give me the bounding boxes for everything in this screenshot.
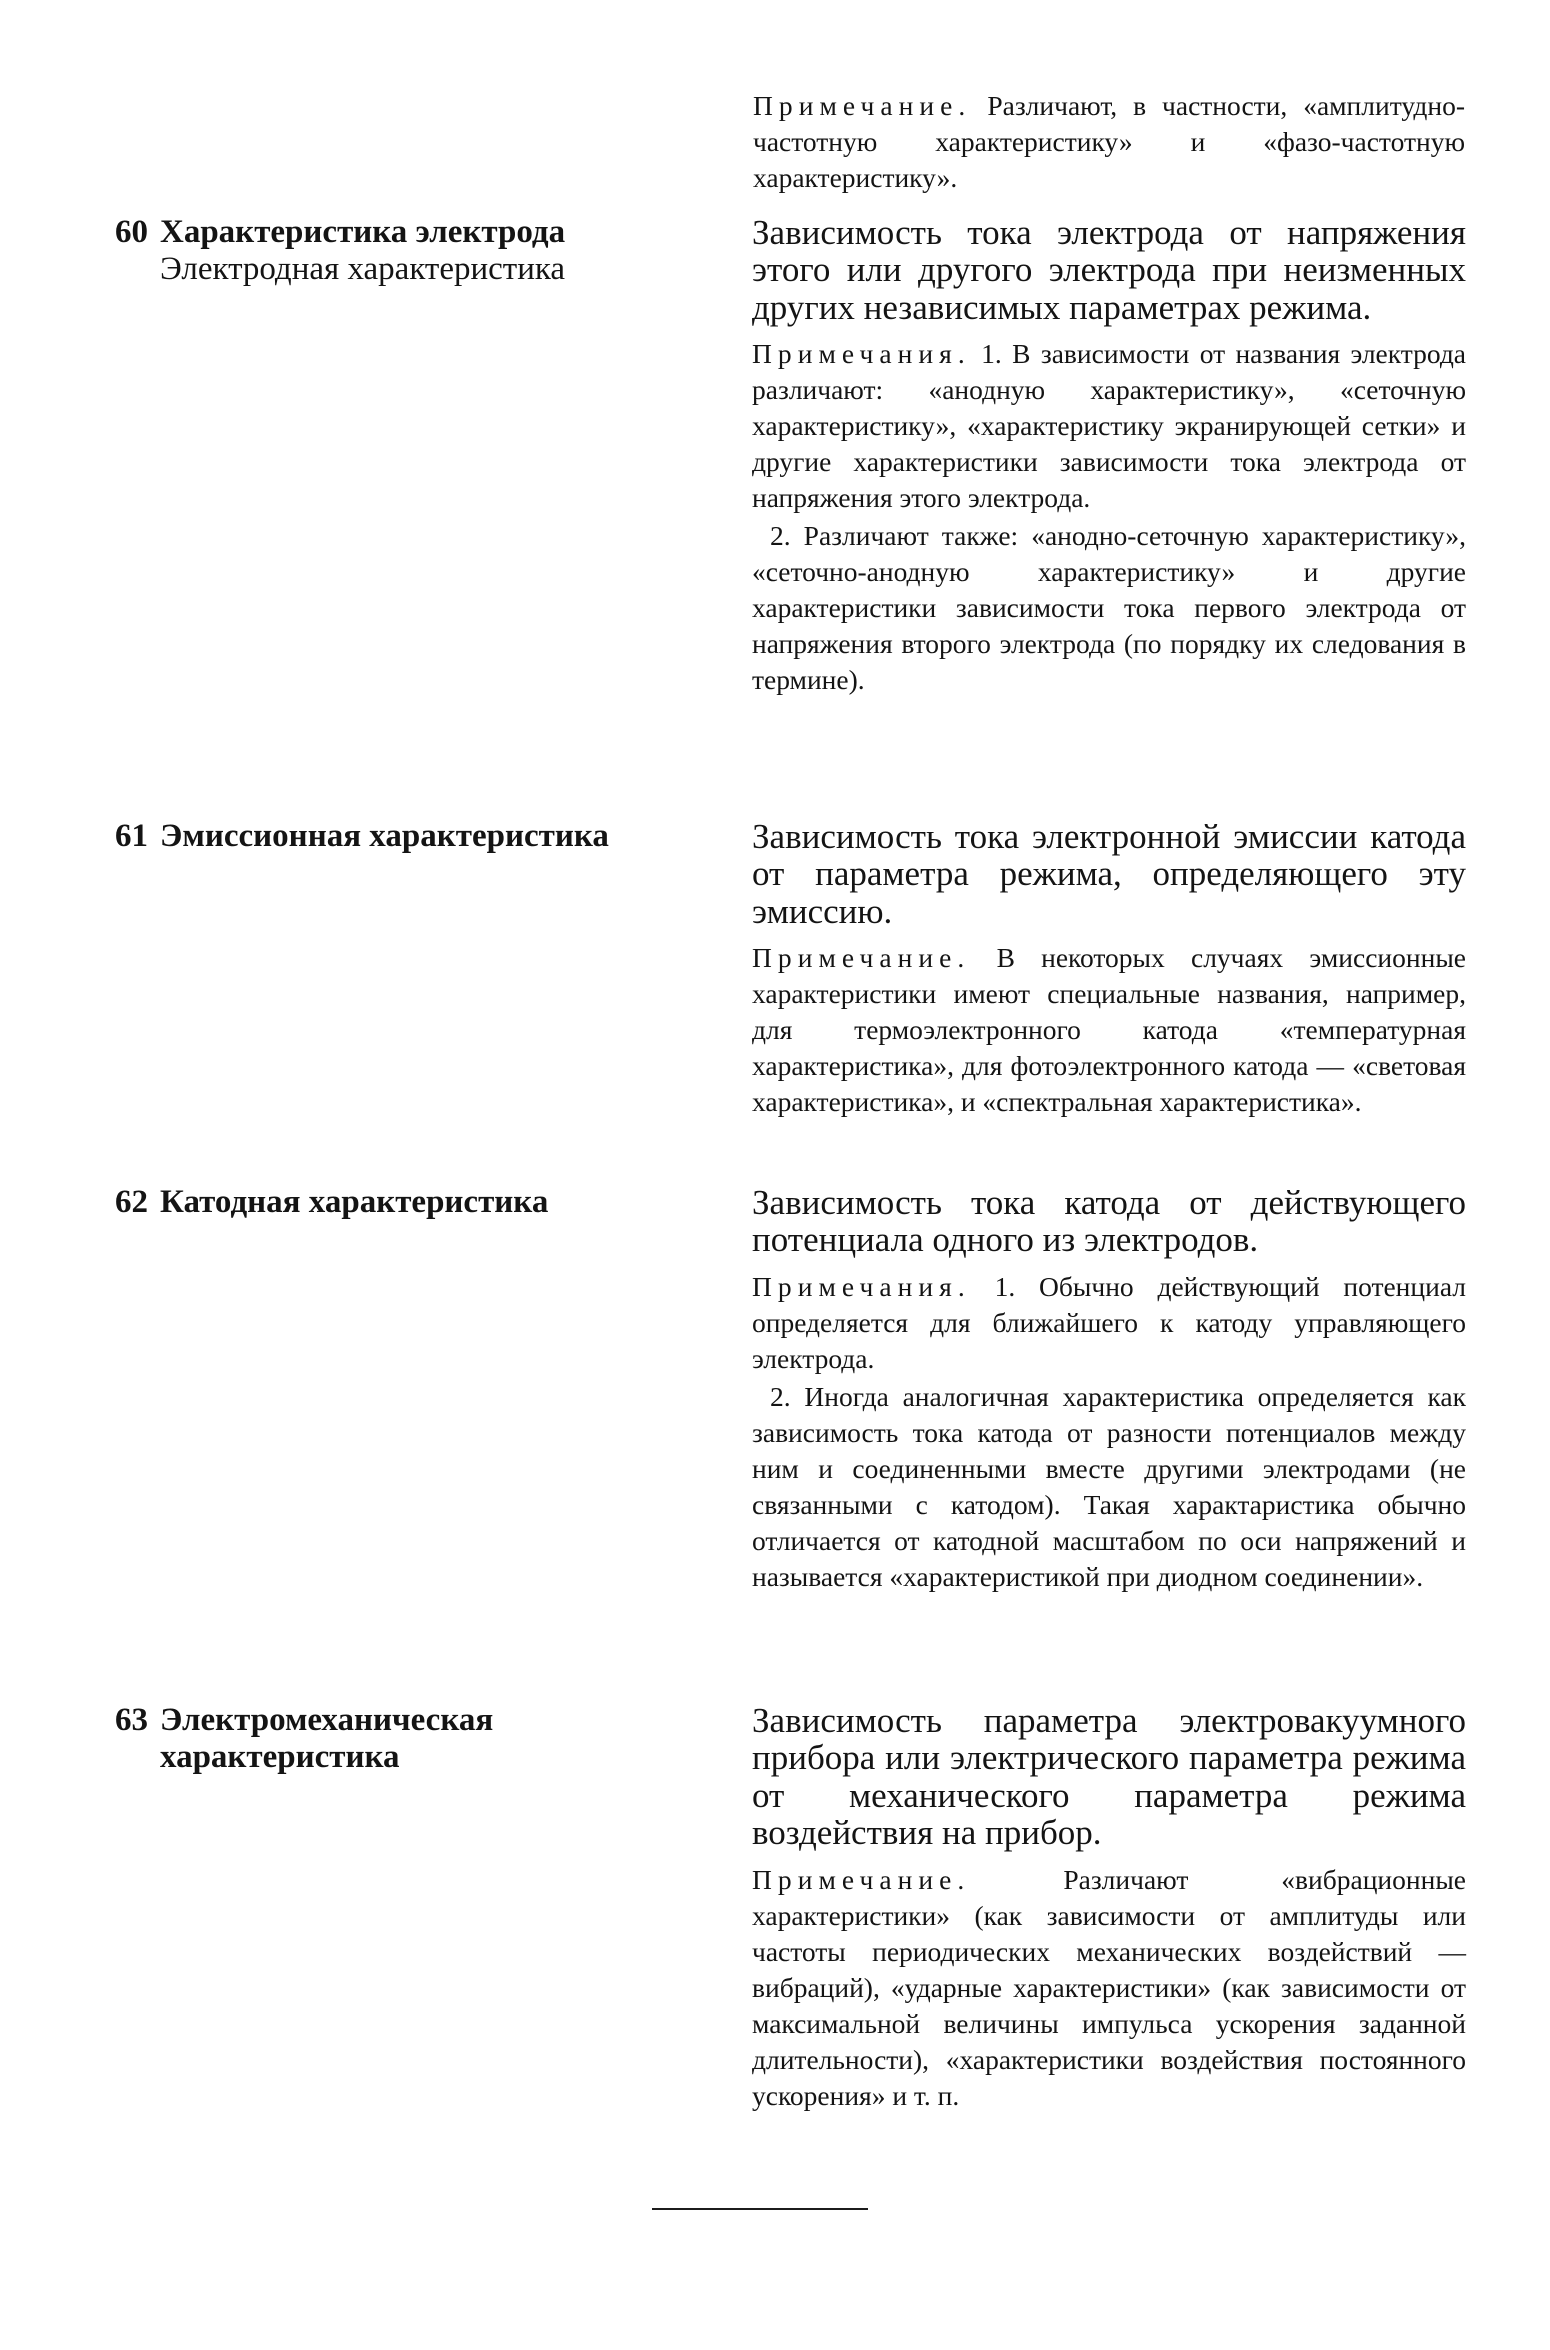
note-prefix: Примечание. xyxy=(752,942,971,974)
term-heading xyxy=(160,818,680,855)
term-name: Эмиссионная характеристика xyxy=(160,818,609,854)
term-note xyxy=(752,1379,1466,1595)
term-heading xyxy=(160,1702,680,1776)
entry-number: 60 xyxy=(115,214,148,250)
term-note xyxy=(752,1269,1466,1377)
term-definition: Зависимость тока электронной эмиссии катода от параметра режима, определяющего эту эмиссию. xyxy=(752,817,1466,931)
term-definition: Зависимость тока электрода от напряжения этого или другого электрода при неизменных других независимых параметрах режима. xyxy=(752,213,1466,327)
term-body xyxy=(752,214,1466,698)
term-note xyxy=(752,336,1466,516)
term-heading xyxy=(160,214,680,288)
section-end-rule xyxy=(652,2208,868,2210)
note-prefix: Примечание. xyxy=(752,1863,971,1895)
note-text: 2. Иногда аналогичная характеристика определяется как зависимость тока катода от разности потенциалов между ним и соединенными вместе другими электродами (не связанными с катодом). Такая характаристика обычно отличается от катодной масштабом по оси напряжений и называется «характеристикой при диодном соединении». xyxy=(752,1380,1466,1592)
term-name: Характеристика электрода xyxy=(160,214,566,250)
term-note xyxy=(752,1862,1466,2114)
note-prefix: Примечания. xyxy=(752,338,971,370)
term-synonym: Электродная характеристика xyxy=(160,250,566,287)
note-prefix: Примечание. xyxy=(753,90,972,121)
term-note xyxy=(752,518,1466,698)
term-body xyxy=(752,1702,1466,2114)
note-text: В некоторых случаях эмиссионные характеристики имеют специальные названия, например, для термоэлектронного катода «температурная характеристика», для фотоэлектронного катода — «световая характеристика», и «спектральная характеристика». xyxy=(752,942,1466,1118)
term-note xyxy=(752,940,1466,1120)
note-text: 1. Обычно действующий потенциал определяется для ближайшего к катоду управляющего электрода. xyxy=(752,1270,1466,1374)
intro-note xyxy=(753,88,1465,196)
term-body xyxy=(752,1184,1466,1595)
note-text: Различают «вибрационные характеристики» (как зависимости от амплитуды или частоты периодических механических воздействий — вибраций), «ударные характеристики» (как зависимости от максимальной величины импульса ускорения заданной длительности), «характеристики воздействия постоянного ускорения» и т. п. xyxy=(752,1863,1466,2111)
term-definition: Зависимость параметра электровакуумного прибора или электрического параметра режима от механического параметра режима воздействия на прибор. xyxy=(752,1701,1466,1853)
entry-number: 61 xyxy=(115,818,148,854)
term-heading xyxy=(160,1184,680,1221)
term-name: Катодная характеристика xyxy=(160,1184,549,1220)
note-text: 1. В зависимости от названия электрода различают: «анодную характеристику», «сеточную характеристику», «характеристику экранирующей сетки» и другие характеристики зависимости тока электрода от напряжения этого электрода. xyxy=(752,338,1467,514)
term-name: Электромеханическая характеристика xyxy=(160,1702,494,1775)
note-prefix: Примечания. xyxy=(752,1270,971,1302)
term-definition: Зависимость тока катода от действующего потенциала одного из электродов. xyxy=(752,1183,1466,1260)
note-text: 2. Различают также: «анодно-сеточную характеристику», «сеточно-анодную характеристику» и другие характеристики зависимости тока первого электрода от напряжения второго электрода (по порядку их следования в термине). xyxy=(752,520,1466,696)
term-body xyxy=(752,818,1466,1120)
entry-number: 62 xyxy=(115,1184,148,1220)
entry-number: 63 xyxy=(115,1702,148,1738)
note-text: Различают, в частности, «амплитудно-частотную характеристику» и «фазо-частотную характеристику». xyxy=(753,90,1465,194)
